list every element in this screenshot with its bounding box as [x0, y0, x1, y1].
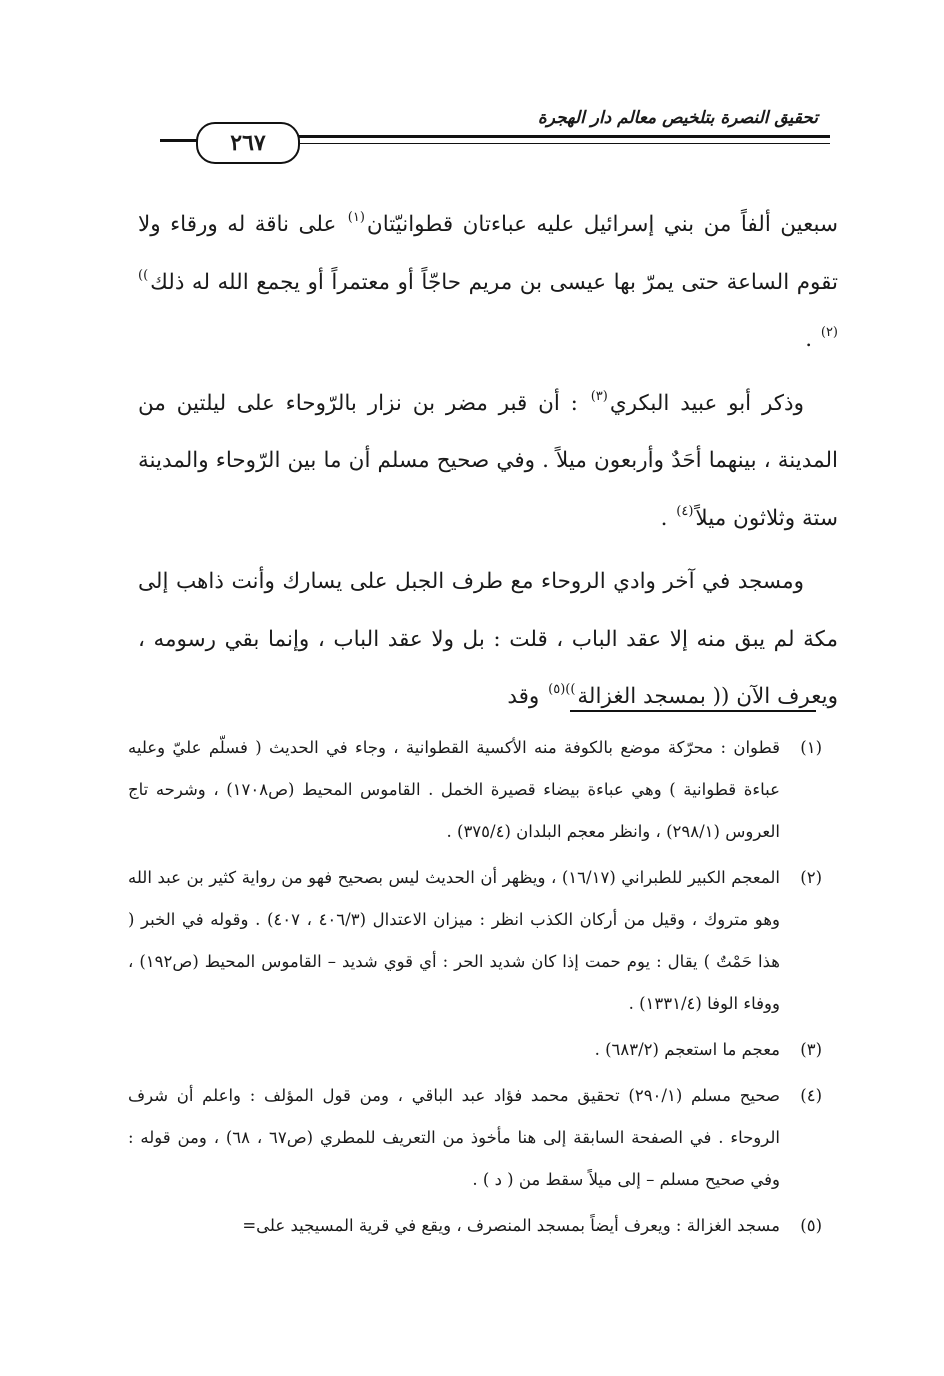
- header-rule-bottom: [282, 143, 830, 144]
- footnote-text: مسجد الغزالة : ويعرف أيضاً بمسجد المنصرف ، ويقع في قرية المسيجيد على=: [242, 1216, 780, 1235]
- running-title: تحقيق النصرة بتلخيص معالم دار الهجرة: [537, 108, 818, 128]
- footnote-1: [128, 727, 822, 853]
- footnote-number: (٣): [800, 1040, 822, 1059]
- footnote-ref-5: ))(٥): [548, 682, 576, 697]
- text-segment: ومسجد في آخر وادي الروحاء مع طرف الجبل على يسارك وأنت ذاهب إلى مكة لم يبق منه إلا عقد الباب ، قلت : بل ولا عقد الباب ، وإنما بقي رسومه ، ويعرف الآن (( بمسجد الغزالة: [138, 569, 838, 709]
- footnote-text: صحيح مسلم (٢٩٠/١) تحقيق محمد فؤاد عبد الباقي ، ومن قول المؤلف : واعلم أن شرف الروحاء . في الصفحة السابقة إلى هنا مأخوذ من التعريف للمطري (ص٦٧ ، ٦٨) ، ومن قوله : وفي صحيح مسلم – إلى ميلاً سقط من ( د ) .: [128, 1086, 780, 1189]
- main-text: [138, 196, 838, 732]
- text-segment: على ناقة له ورقاء ولا تقوم الساعة حتى يمرّ بها عيسى بن مريم حاجّاً أو معتمراً أو يجمع الله له ذلك: [138, 212, 838, 295]
- footnote-5: [128, 1205, 822, 1247]
- text-segment: .: [660, 505, 675, 531]
- text-segment: .: [805, 327, 819, 352]
- footnote-number: (٢): [800, 868, 822, 887]
- footnote-4: [128, 1075, 822, 1201]
- footnote-3: [128, 1029, 822, 1071]
- text-segment: وقد: [507, 684, 547, 709]
- text-segment: وذكر أبو عبيد البكري: [609, 390, 804, 416]
- footnote-ref-4: (٤): [676, 503, 694, 519]
- footnote-2: [128, 857, 822, 1025]
- header-rule-left: [160, 139, 200, 142]
- footnote-number: (١): [800, 738, 822, 757]
- text-segment: سبعين ألفاً من بني إسرائيل عليه عباءتان قطوانيّتان: [366, 212, 838, 237]
- footnote-ref-2: ))(٢): [138, 267, 838, 340]
- paragraph-2: [138, 375, 838, 548]
- footnote-text: قطوان : محرّكة موضع بالكوفة منه الأكسية القطوانية ، وجاء في الحديث ( فسلّم عليّ وعليه عباءة قطوانية ) وهي عباءة بيضاء قصيرة الخمل . القاموس المحيط (ص١٧٠٨) ، وشرحه تاج العروس (٢٩٨/١) ، وانظر معجم البلدان (٣٧٥/٤) .: [128, 738, 780, 841]
- footnotes: [128, 727, 822, 1251]
- paragraph-1: [138, 196, 838, 369]
- header-rule-top: [282, 135, 830, 138]
- footnote-number: (٤): [800, 1086, 822, 1105]
- footnote-ref-1: (١): [347, 210, 365, 225]
- footnote-text: المعجم الكبير للطبراني (١٦/١٧) ، ويظهر أن الحديث ليس بصحيح فهو من رواية كثير بن عبد الله وهو متروك ، وقيل من أركان الكذب انظر : ميزان الاعتدال (٤٠٦/٣ ، ٤٠٧) . وقوله في الخبر ( هذا حَمْتٌ ) يقال : يوم حمت إذا كان شديد الحر : أي قوي شديد – القاموس المحيط (ص١٩٢) ، ووفاء الوفا (١٣٣١/٤) .: [128, 868, 780, 1013]
- page-number: ٢٦٧: [196, 122, 300, 164]
- paragraph-3: [138, 553, 838, 726]
- footnote-ref-3: (٣): [590, 388, 608, 404]
- footnote-separator: [570, 710, 816, 712]
- text-segment: : أن قبر مضر بن نزار بالرّوحاء على ليلتين من المدينة ، بينهما أحَدٌ وأربعون ميلاً . وفي صحيح مسلم أن ما بين الرّوحاء والمدينة ستة وثلاثون ميلاً: [138, 390, 838, 531]
- footnote-text: معجم ما استعجم (٦٨٣/٢) .: [594, 1040, 780, 1059]
- footnote-number: (٥): [800, 1216, 822, 1235]
